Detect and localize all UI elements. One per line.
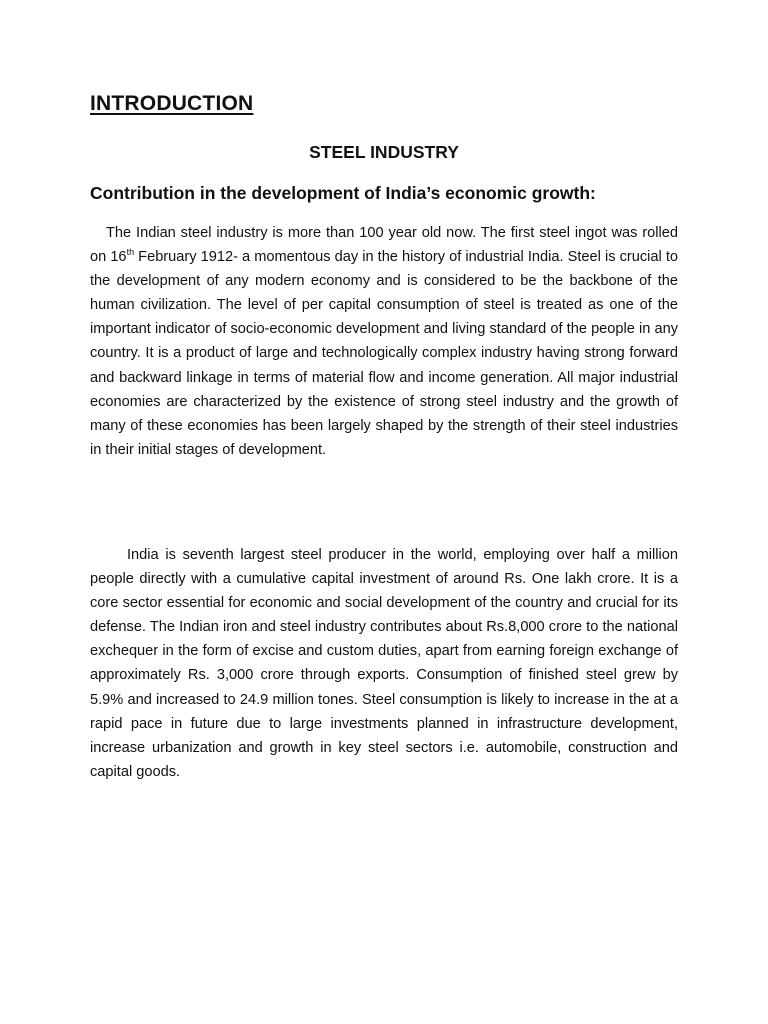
subheading: Contribution in the development of India’s economic growth:: [90, 183, 596, 203]
paragraph-history-text-b: February 1912- a momentous day in the history of industrial India. Steel is crucial to the development of any modern economy and is considered to be the backbone of the human civilization. The level of per capital consumption of steel is treated as one of the important indicator of socio-economic development and living standard of the people in any country. It is a product of large and technologically complex industry having strong forward and backward linkage in terms of material flow and income generation. All major industrial economies are characterized by the existence of strong steel industry and the growth of many of these economies has been largely shaped by the strength of their steel industries in their initial stages of development.: [90, 249, 678, 458]
paragraph-history-text-a: The Indian steel industry is more than 100 year old now. The first steel ingot was rolled on 16: [90, 225, 678, 266]
paragraph-history: [90, 221, 678, 462]
ordinal-superscript: th: [126, 247, 135, 258]
paragraph-economy: India is seventh largest steel producer in the world, employing over half a million people directly with a cumulative capital investment of around Rs. One lakh crore. It is a core sector essential for economic and social development of the country and crucial for its defense. The Indian iron and steel industry contributes about Rs.8,000 crore to the national exchequer in the form of excise and custom duties, apart from earning foreign exchange of approximately Rs. 3,000 crore through exports. Consumption of finished steel grew by 5.9% and increased to 24.9 million tones. Steel consumption is likely to increase in the at a rapid pace in future due to large investments planned in infrastructure development, increase urbanization and growth in key steel sectors i.e. automobile, construction and capital goods.: [90, 547, 678, 780]
section-title: STEEL INDUSTRY: [309, 142, 459, 162]
introduction-heading: INTRODUCTION: [90, 92, 254, 115]
